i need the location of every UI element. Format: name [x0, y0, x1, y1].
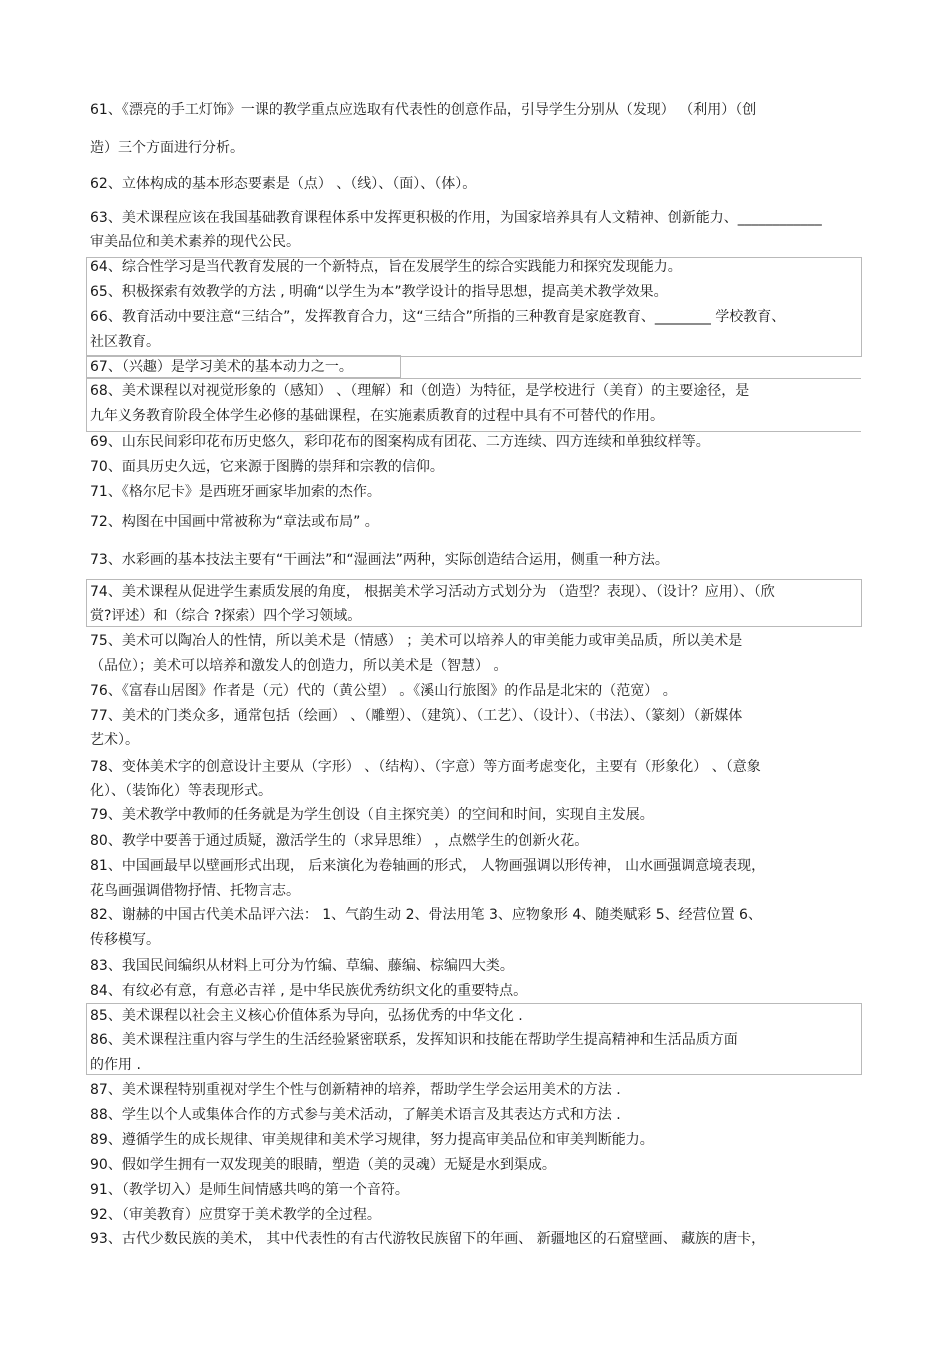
text-line: 85、美术课程以社会主义核心价值体系为导向，弘扬优秀的中华文化 .: [90, 1008, 523, 1024]
text-line: 的作用 .: [90, 1057, 141, 1073]
text-line: 79、美术教学中教师的任务就是为学生创设（自主探究美）的空间和时间，实现自主发展。: [90, 807, 654, 823]
text-line: 78、变体美术字的创意设计主要从（字形） 、（结构）、（字意）等方面考虑变化，主要有（形象化） 、（意象: [90, 759, 761, 775]
text-line: 67、（兴趣）是学习美术的基本动力之一。: [90, 359, 353, 375]
text-line: 传移模写。: [90, 932, 160, 948]
text-line: 73、水彩画的基本技法主要有“干画法”和“湿画法”两种，实际创造结合运用，侧重一种方法。: [90, 552, 669, 568]
text-line: 62、立体构成的基本形态要素是（点） 、（线）、（面）、（体）。: [90, 176, 477, 192]
text-line: 艺术）。: [90, 732, 139, 748]
text-line: 61、《漂亮的手工灯饰》一课的教学重点应选取有代表性的创意作品，引导学生分别从（发现） （利用）（创: [90, 102, 757, 118]
text-line: 91、（教学切入）是师生间情感共鸣的第一个音符。: [90, 1182, 409, 1198]
text-line: 77、美术的门类众多，通常包括（绘画） 、（雕塑）、（建筑）、（工艺）、（设计）、（书法）、（篆刻）（新媒体: [90, 708, 743, 724]
text-line: 65、积极探索有效教学的方法 , 明确“以学生为本”教学设计的指导思想，提高美术教学效果。: [90, 284, 668, 300]
text-line: 76、《富春山居图》作者是（元）代的（黄公望） 。《溪山行旅图》的作品是北宋的（范宽） 。: [90, 683, 677, 699]
text-line: 赏?评述）和（综合 ?探索）四个学习领域。: [90, 608, 362, 624]
text-line: 89、遵循学生的成长规律、审美规律和美术学习规律，努力提高审美品位和审美判断能力。: [90, 1132, 654, 1148]
text-line: 66、教育活动中要注意“三结合”，发挥教育合力，这“三结合”所指的三种教育是家庭教育、________ 学校教育、: [90, 309, 786, 325]
text-line: 88、学生以个人或集体合作的方式参与美术活动，了解美术语言及其表达方式和方法 .: [90, 1107, 621, 1123]
text-line: 90、假如学生拥有一双发现美的眼睛，塑造（美的灵魂）无疑是水到渠成。: [90, 1157, 556, 1173]
text-line: 造）三个方面进行分析。: [90, 140, 244, 156]
text-line: （品位）；美术可以培养和激发人的创造力，所以美术是（智慧） 。: [90, 658, 508, 674]
text-line: 化）、（装饰化）等表现形式。: [90, 783, 272, 799]
text-line: 社区教育。: [90, 334, 160, 350]
text-line: 93、古代少数民族的美术， 其中代表性的有古代游牧民族留下的年画、 新疆地区的石窟壁画、 藏族的唐卡，: [90, 1231, 766, 1247]
text-line: 75、美术可以陶冶人的性情，所以美术是（情感） ；美术可以培养人的审美能力或审美品质，所以美术是: [90, 633, 743, 649]
text-line: 81、中国画最早以壁画形式出现， 后来演化为卷轴画的形式， 人物画强调以形传神， 山水画强调意境表现，: [90, 858, 766, 874]
text-line: 九年义务教育阶段全体学生必修的基础课程，在实施素质教育的过程中具有不可替代的作用。: [90, 408, 664, 424]
text-line: 87、美术课程特别重视对学生个性与创新精神的培养，帮助学生学会运用美术的方法 .: [90, 1082, 621, 1098]
text-line: 63、美术课程应该在我国基础教育课程体系中发挥更积极的作用，为国家培养具有人文精神、创新能力、____________: [90, 210, 822, 226]
text-line: 86、美术课程注重内容与学生的生活经验紧密联系，发挥知识和技能在帮助学生提高精神和生活品质方面: [90, 1032, 738, 1048]
text-line: 82、谢赫的中国古代美术品评六法： 1、气韵生动 2、骨法用笔 3、应物象形 4、随类赋彩 5、经营位置 6、: [90, 907, 762, 923]
text-line: 69、山东民间彩印花布历史悠久，彩印花布的图案构成有团花、二方连续、四方连续和单独纹样等。: [90, 434, 710, 450]
text-line: 72、构图在中国画中常被称为“章法或布局” 。: [90, 514, 379, 530]
text-line: 84、有纹必有意，有意必吉祥 , 是中华民族优秀纺织文化的重要特点。: [90, 983, 528, 999]
text-line: 74、美术课程从促进学生素质发展的角度， 根据美术学习活动方式划分为 （造型？表现）、（设计？应用）、（欣: [90, 584, 775, 600]
text-line: 审美品位和美术素养的现代公民。: [90, 234, 300, 250]
text-line: 70、面具历史久远，它来源于图腾的崇拜和宗教的信仰。: [90, 459, 444, 475]
text-line: 花鸟画强调借物抒情、托物言志。: [90, 883, 300, 899]
text-line: 71、《格尔尼卡》是西班牙画家毕加索的杰作。: [90, 484, 381, 500]
text-line: 80、教学中要善于通过质疑，激活学生的（求异思维） ，点燃学生的创新火花。: [90, 833, 589, 849]
text-line: 68、美术课程以对视觉形象的（感知） 、（理解）和（创造）为特征，是学校进行（美育）的主要途径，是: [90, 383, 750, 399]
text-line: 64、综合性学习是当代教育发展的一个新特点，旨在发展学生的综合实践能力和探究发现能力。: [90, 259, 682, 275]
text-line: 83、我国民间编织从材料上可分为竹编、草编、藤编、棕编四大类。: [90, 958, 514, 974]
text-line: 92、（审美教育）应贯穿于美术教学的全过程。: [90, 1207, 381, 1223]
